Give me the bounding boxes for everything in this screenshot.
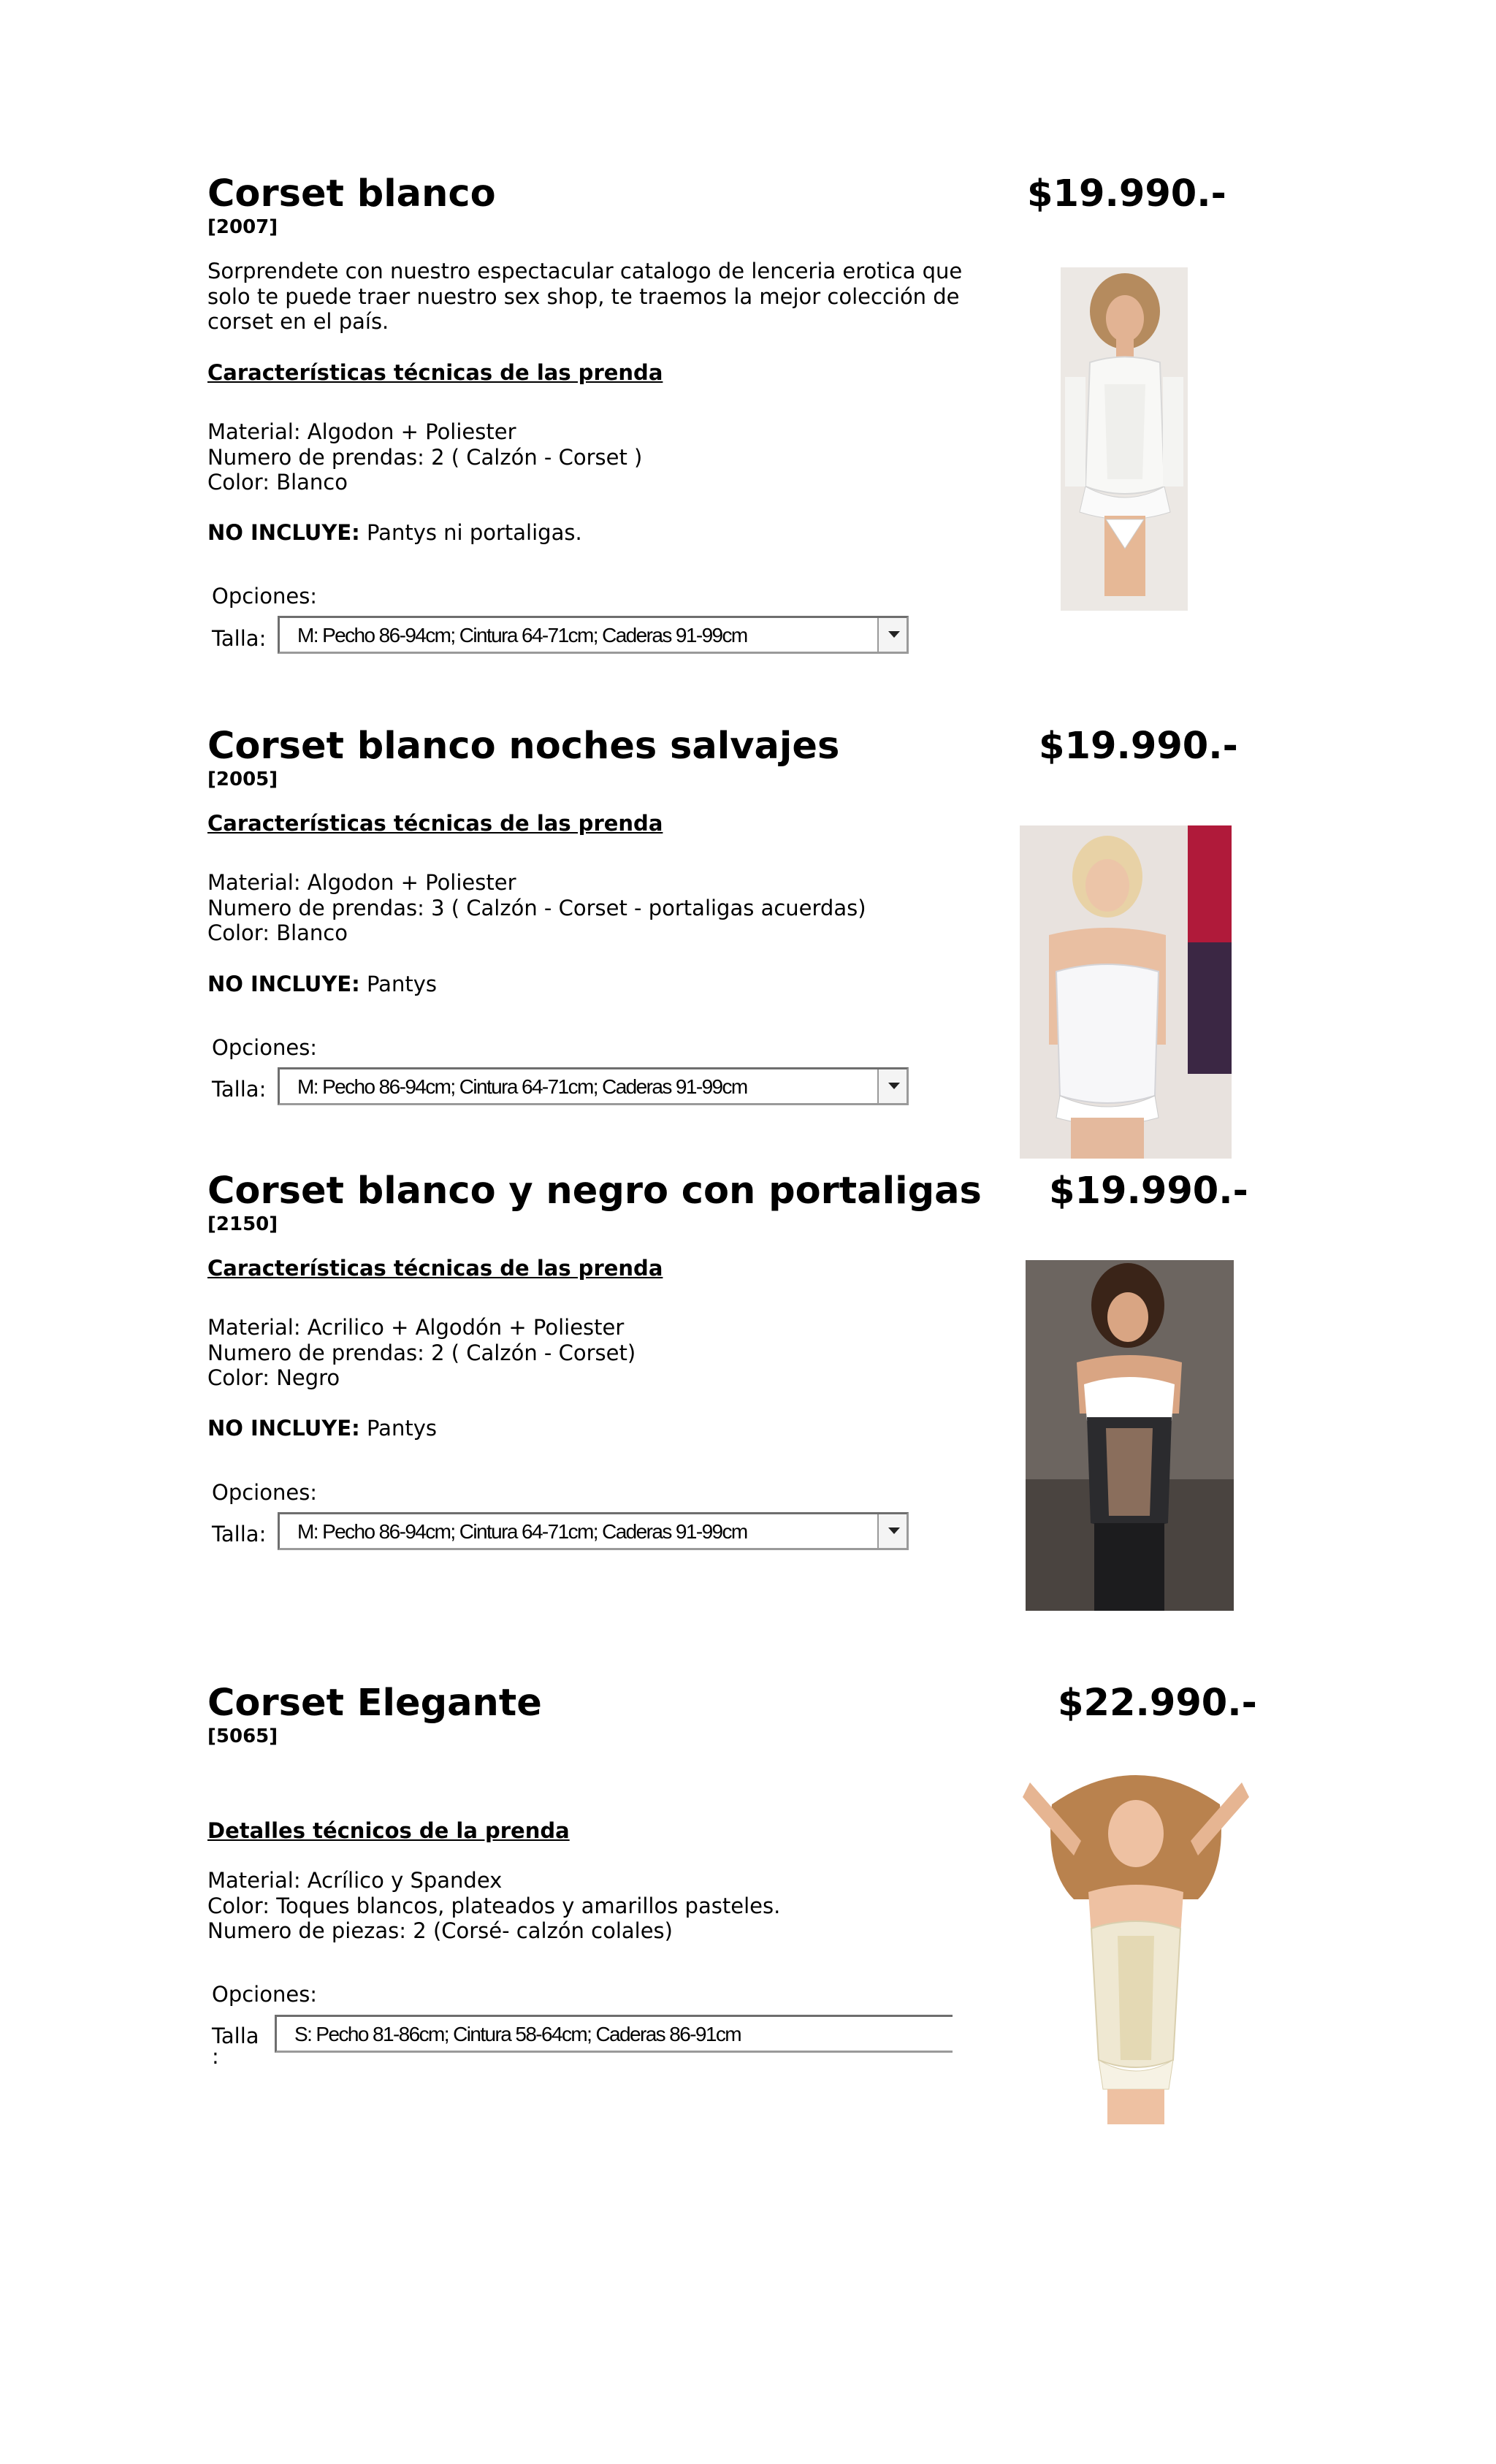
intro-line: corset en el país.	[207, 309, 389, 334]
spec-line: Material: Acrilico + Algodón + Poliester	[207, 1315, 625, 1340]
chevron-down-icon[interactable]	[877, 1514, 907, 1548]
spec-line: Color: Blanco	[207, 470, 348, 495]
specs-heading: Detalles técnicos de la prenda	[207, 1818, 570, 1843]
specs-heading: Características técnicas de las prenda	[207, 1256, 663, 1281]
spec-line: Material: Acrílico y Spandex	[207, 1868, 503, 1893]
no-incluye-label: NO INCLUYE:	[207, 520, 360, 545]
specs-list	[207, 1868, 780, 1944]
spec-line: Numero de piezas: 2 (Corsé- calzón colales)	[207, 1918, 673, 1943]
spec-line: Color: Blanco	[207, 920, 348, 945]
chevron-down-icon[interactable]	[877, 1069, 907, 1103]
no-incluye-label: NO INCLUYE:	[207, 972, 360, 996]
opciones-label: Opciones:	[212, 1035, 318, 1060]
no-incluye-value: Pantys	[359, 1416, 437, 1441]
product-price: $19.990.-	[1039, 725, 1238, 768]
product-title: Corset Elegante	[207, 1682, 542, 1725]
product-code: [2007]	[207, 216, 278, 238]
opciones-label: Opciones:	[212, 1480, 318, 1505]
product-title: Corset blanco	[207, 172, 496, 215]
talla-label	[212, 2024, 259, 2069]
product-photo	[1008, 1753, 1264, 2124]
talla-label: Talla:	[212, 626, 267, 651]
opciones-label: Opciones:	[212, 584, 318, 609]
talla-label: Talla:	[212, 1522, 267, 1546]
talla-select-value: S: Pecho 81-86cm; Cintura 58-64cm; Caderas 86-91cm	[294, 2023, 741, 2045]
spec-line: Color: Toques blancos, plateados y amarillos pasteles.	[207, 1893, 781, 1918]
product-photo	[1061, 267, 1188, 611]
talla-label-colon: :	[212, 2044, 219, 2069]
talla-label: Talla:	[212, 1077, 267, 1102]
chevron-down-icon[interactable]	[877, 618, 907, 652]
product-photo	[1026, 1260, 1234, 1611]
specs-heading: Características técnicas de las prenda	[207, 811, 663, 836]
intro-line: solo te puede traer nuestro sex shop, te traemos la mejor colección de	[207, 283, 960, 309]
no-incluye-note	[207, 520, 582, 546]
talla-select-value: M: Pecho 86-94cm; Cintura 64-71cm; Caderas 91-99cm	[297, 624, 747, 646]
talla-select[interactable]	[278, 1512, 909, 1550]
product-price: $19.990.-	[1027, 172, 1226, 215]
specs-list	[207, 1315, 636, 1391]
product-title: Corset blanco noches salvajes	[207, 725, 840, 768]
spec-line: Material: Algodon + Poliester	[207, 870, 516, 895]
specs-heading: Características técnicas de las prenda	[207, 360, 663, 385]
no-incluye-value: Pantys ni portaligas.	[359, 520, 582, 545]
talla-label-text: Talla	[212, 2024, 259, 2048]
product-photo	[1020, 825, 1232, 1159]
talla-select-value: M: Pecho 86-94cm; Cintura 64-71cm; Caderas 91-99cm	[297, 1520, 747, 1543]
spec-line: Numero de prendas: 2 ( Calzón - Corset)	[207, 1340, 636, 1365]
specs-list	[207, 419, 642, 495]
talla-select-value: M: Pecho 86-94cm; Cintura 64-71cm; Caderas 91-99cm	[297, 1075, 747, 1098]
no-incluye-label: NO INCLUYE:	[207, 1416, 360, 1441]
product-code: [2005]	[207, 768, 278, 790]
talla-select[interactable]	[278, 616, 909, 654]
no-incluye-value: Pantys	[359, 972, 437, 996]
product-intro	[207, 259, 962, 335]
spec-line: Numero de prendas: 2 ( Calzón - Corset )	[207, 444, 643, 470]
specs-list	[207, 870, 866, 946]
product-price: $19.990.-	[1049, 1170, 1248, 1213]
no-incluye-note	[207, 972, 437, 997]
product-code: [2150]	[207, 1213, 278, 1235]
opciones-label: Opciones:	[212, 1982, 318, 2007]
talla-select[interactable]	[275, 2015, 953, 2053]
no-incluye-note	[207, 1416, 437, 1441]
spec-line: Numero de prendas: 3 ( Calzón - Corset - portaligas acuerdas)	[207, 895, 866, 920]
spec-line: Color: Negro	[207, 1365, 340, 1390]
spec-line: Material: Algodon + Poliester	[207, 419, 516, 444]
product-price: $22.990.-	[1058, 1682, 1257, 1725]
intro-line: Sorprendete con nuestro espectacular catalogo de lenceria erotica que	[207, 259, 963, 283]
product-code: [5065]	[207, 1725, 278, 1747]
talla-select[interactable]	[278, 1067, 909, 1105]
product-title: Corset blanco y negro con portaligas	[207, 1170, 982, 1213]
